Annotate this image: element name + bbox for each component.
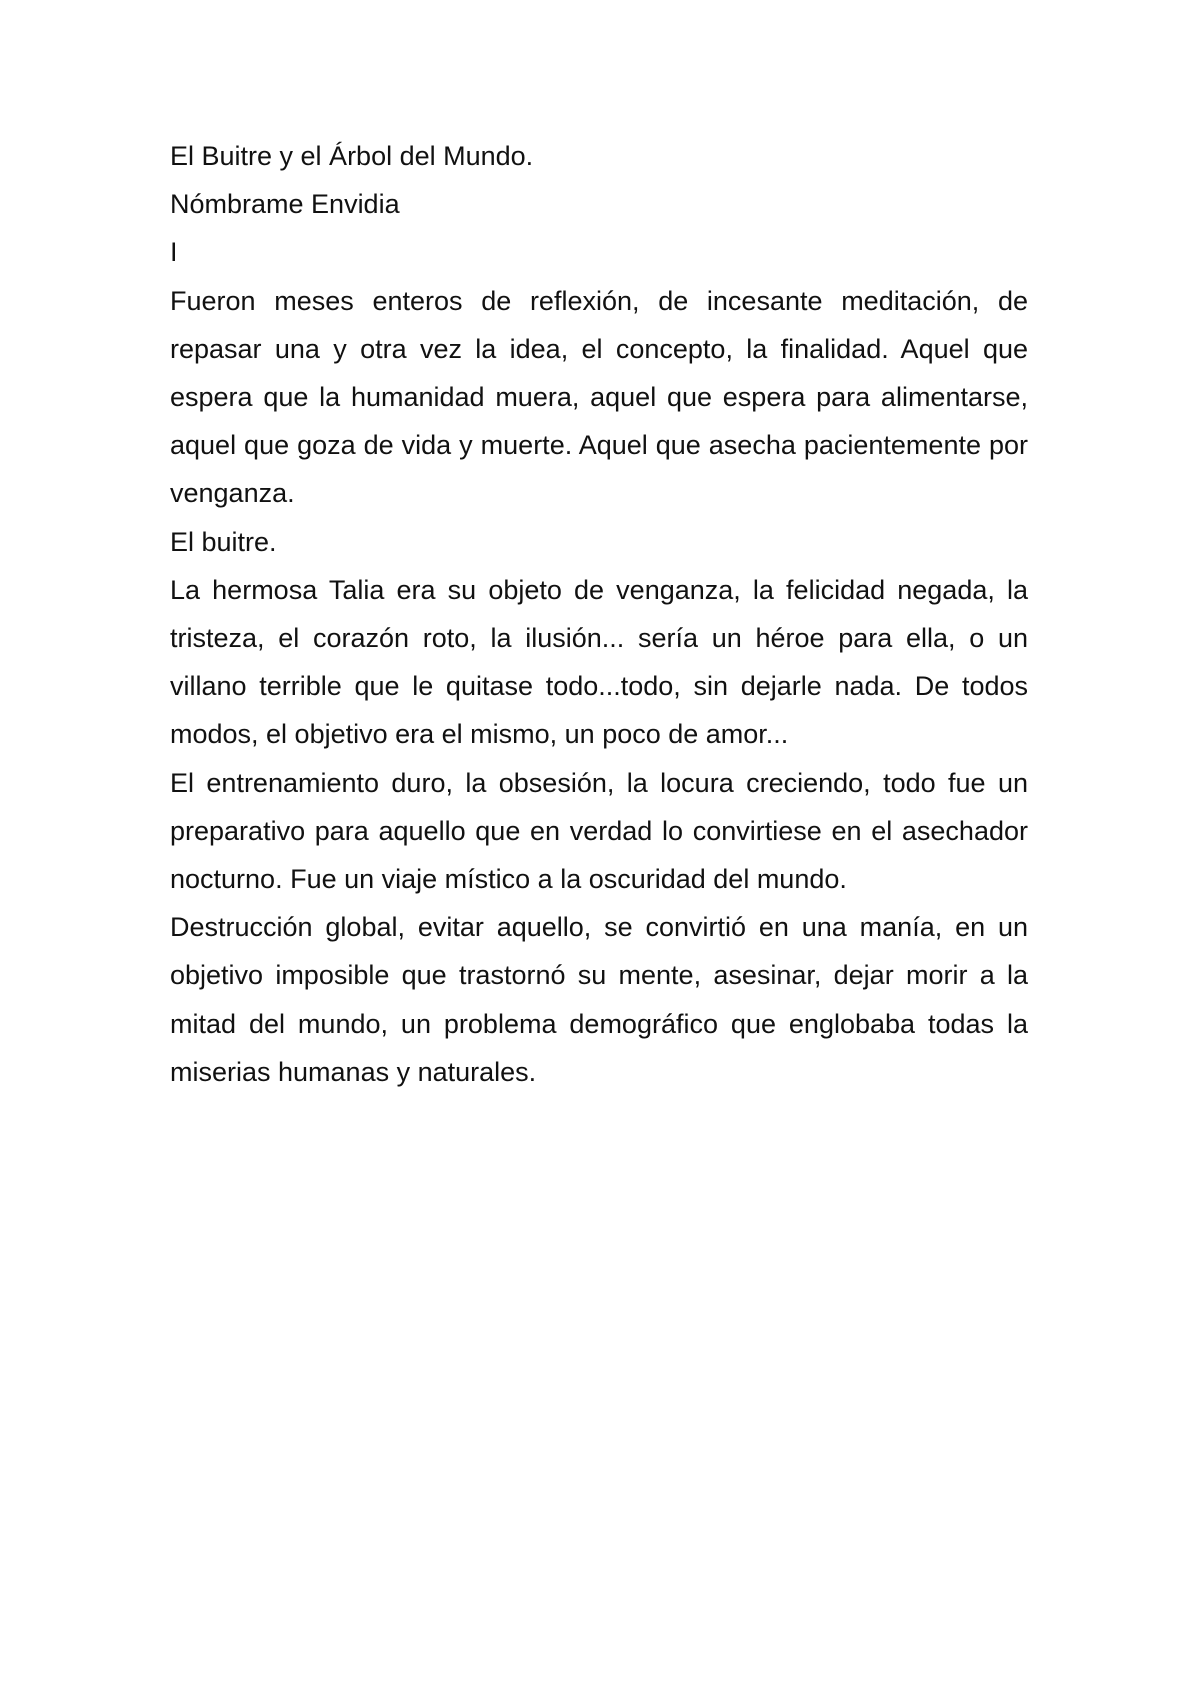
document-body [170, 132, 1028, 1096]
paragraph: La hermosa Talia era su objeto de venganza, la felicidad negada, la tristeza, el corazón roto, la ilusión... sería un héroe para ella, o un villano terrible que le quitase todo...todo, sin dejarle nada. De todos modos, el objetivo era el mismo, un poco de amor... [170, 574, 1028, 750]
paragraph: Fueron meses enteros de reflexión, de incesante meditación, de repasar una y otra vez la idea, el concepto, la finalidad. Aquel que espera que la humanidad muera, aquel que espera para alimentarse, aquel que goza de vida y muerte. Aquel que asecha pacientemente por venganza. [170, 285, 1028, 509]
chapter-number: I [170, 237, 178, 268]
paragraph: Destrucción global, evitar aquello, se convirtió en una manía, en un objetivo imposible que trastornó su mente, asesinar, dejar morir a la mitad del mundo, un problema demográfico que englobaba todas la miserias humanas y naturales. [170, 912, 1028, 1087]
document-title: El Buitre y el Árbol del Mundo. [170, 141, 534, 171]
document-subtitle: Nómbrame Envidia [170, 189, 400, 220]
paragraph: El buitre. [170, 526, 277, 557]
paragraph: El entrenamiento duro, la obsesión, la locura creciendo, todo fue un preparativo para aquello que en verdad lo convirtiese en el asechador nocturno. Fue un viaje místico a la oscuridad del mundo. [170, 767, 1028, 895]
